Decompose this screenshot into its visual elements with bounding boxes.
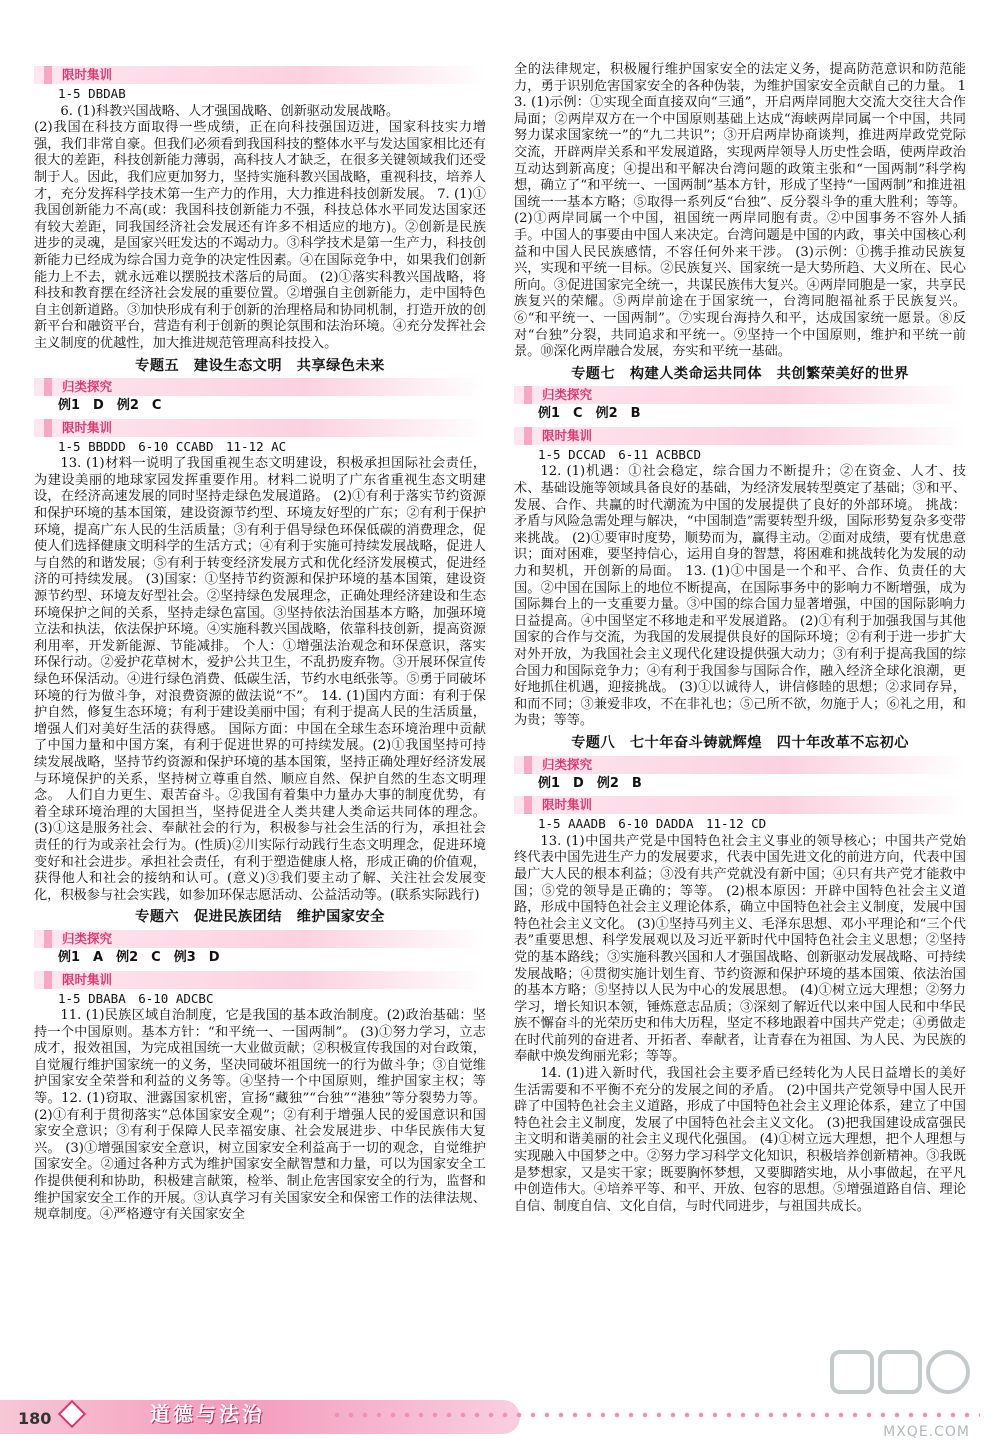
section-tag: 限时集训: [534, 796, 602, 814]
topic-heading: 专题五 建设生态文明 共享绿色未来: [135, 357, 385, 374]
section-tag-bar: [34, 66, 486, 84]
topic-heading: 专题八 七十年奋斗铸就辉煌 四十年改革不忘初心: [571, 734, 909, 751]
example-answers: 例1 D 例2 B: [538, 775, 642, 791]
section-tag: 归类探究: [534, 386, 602, 404]
section-tag-bar: [34, 419, 486, 437]
section-tag: 限时集训: [54, 971, 122, 989]
answer-paragraph: 全的法律规定，积极履行维护国家安全的法定义务，提高防范意识和防范能力，勇于识别危害国家安全的各种伪装，为维护国家安全贡献自己的力量。 13. (1)示例：①实现全面直接双向“三通”，开启两岸同胞大交流大交往大合作局面；②两岸双方在一个中国原则基础上达成“海峡两岸同属一个中国，共同努力谋求国家统一”的“九二共识”；③开启两岸协商谈判，推进两岸政党党际交流，开辟两岸关系和平发展道路，实现两岸领导人历史性会晤，使两岸政治互动达到新高度；④提出和平解决台湾问题的政策主张和“一国两制”科学构想，确立了“和平统一、一国两制”基本方针，形成了坚持“一国两制”和推进祖国统一一基本方略；⑤取得一系列反“台独”、反分裂斗争的重大胜利；等等。 (2)①两岸同属一个中国，祖国统一两岸同胞有责。②中国事务不容外人插手。中国人的事要由中国人来决定。台湾问题是中国的内政，事关中国核心利益和中国人民民族感情，不容任何外来干涉。 (3)示例：①携手推动民族复兴，实现和平统一目标。②民族复兴、国家统一是大势所趋、大义所在、民心所向。③促进国家完全统一，共谋民族伟大复兴。④两岸同胞是一家，共享民族复兴的荣耀。⑤两岸前途在于国家统一，台湾同胞福祉系于民族复兴。⑥“和平统一、一国两制”。⑦实现台海持久和平，达成国家统一愿景。⑧反对“台独”分裂，共同追求和平统一。⑨坚持一个中国原则，维护和平统一前景。⑩深化两岸融合发展，夯实和平统一基础。: [514, 62, 966, 360]
section-tag: 限时集训: [54, 419, 122, 437]
answer-paragraph: 6. (1)科教兴国战略、人才强国战略、创新驱动发展战略。: [60, 103, 400, 119]
example-answers: 例1 D 例2 C: [58, 398, 162, 414]
section-tag-bar: [514, 756, 966, 774]
section-tag: 归类探究: [534, 756, 602, 774]
answer-line: 1-5 DBABA 6-10 ADCBC: [58, 990, 214, 1006]
answer-line: 1-5 BBDDD 6-10 CCABD 11-12 AC: [58, 438, 287, 454]
watermark-text: MXQE.COM: [883, 1424, 970, 1440]
example-answers: 例1 A 例2 C 例3 D: [58, 949, 220, 965]
section-tag: 限时集训: [54, 66, 122, 84]
section-tag-bar: [34, 971, 486, 989]
answer-line: 1-5 DCCAD 6-11 ACBBCD: [538, 446, 702, 462]
answer-line: 1-5 AAADB 6-10 DADDA 11-12 CD: [538, 816, 767, 832]
right-column: [514, 62, 966, 1215]
example-answers: 例1 C 例2 B: [538, 406, 641, 422]
answer-paragraph: 14. (1)进入新时代，我国社会主要矛盾已经转化为人民日益增长的美好生活需要和不平衡不充分的发展之间的矛盾。 (2)中国共产党领导中国人民开辟了中国特色社会主义道路，形成了中国特色社会主义理论体系，建立了中国特色社会主义制度，发展了中国特色社会主义文化。 (3)把我国建设成富强民主文明和谐美丽的社会主义现代化强国。 (4)①树立远大理想，把个人理想与实现融入中国梦之中。②努力学习科学文化知识，积极培养创新精神。③我既是梦想家，又是实干家；既要胸怀梦想，又要脚踏实地，从小事做起，在平凡中创造伟大。④培养平等、和平、开放、包容的思想。⑤增强道路自信、理论自信、制度自信、文化自信，与时代同进步，与祖国共成长。: [514, 1066, 966, 1214]
section-tag-bar: [514, 386, 966, 404]
answer-paragraph: 13. (1)中国共产党是中国特色社会主义事业的领导核心；中国共产党始终代表中国先进生产力的发展要求，代表中国先进文化的前进方向，代表中国最广大人民的根本利益；③没有共产党就没有新中国；④只有共产党才能救中国；⑤党的领导是正确的；等等。 (2)根本原因：开辟中国特色社会主义道路，形成中国特色社会主义理论体系，确立中国特色社会主义制度，发展中国特色社会主义文化。 (3)①坚持马列主义、毛泽东思想、邓小平理论和“三个代表”重要思想、科学发展观以及习近平新时代中国特色社会主义思想；②坚持党的基本路线；③实施科教兴国和人才强国战略、创新驱动发展战略、可持续发展战略；④贯彻实施计划生育、节约资源和保护环境的基本国策、依法治国的基本方略；⑤坚持以人民为中心的发展思想。 (4)①树立远大理想；②努力学习，增长知识本领，锤炼意志品质；③深刻了解近代以来中国人民和中华民族不懈奋斗的光荣历史和伟大历程，坚定不移地跟着中国共产党走；④勇做走在时代前列的奋进者、开拓者、奉献者，让青春在为祖国、为人民、为民族的奉献中焕发绚丽光彩；等等。: [514, 833, 966, 1065]
answer-paragraph: (2)我国在科技方面取得一些成绩，正在向科技强国迈进，国家科技实力增强，我们非常自豪。但我们必须看到我国科技的整体水平与发达国家相比还有很大的差距，科技创新能力薄弱，高科技人才缺乏，在很多关键领域我们还受制于人。因此，我们应更加努力，坚持实施科教兴国战略，重视科技，培养人才，充分发挥科学技术第一生产力的作用，大力推进科技创新发展。 7. (1)①我国创新能力不高(或：我国科技创新能力不强，科技总体水平同发达国家还有较大差距，同我国经济社会发展还有许多不相适应的地方)。②创新是民族进步的灵魂，是国家兴旺发达的不竭动力。③科学技术是第一生产力，科技创新能力已经成为综合国力竞争的决定性因素。④在国际竞争中，如果我们创新能力上不去，就永远难以摆脱技术落后的局面。 (2)①落实科教兴国战略，将科技和教育摆在经济社会发展的重要位置。②增强自主创新能力，走中国特色自主创新道路。③加快形成有利于创新的治理格局和协同机制，打造开放的创新平台和融资平台，营造有利于创新的舆论氛围和法治环境。④充分发挥社会主义制度的优越性，加大推进规范管理高科技投入。: [34, 120, 486, 351]
topic-heading: 专题七 构建人类命运共同体 共创繁荣美好的世界: [571, 365, 909, 382]
section-tag-bar: [514, 796, 966, 814]
answer-line: 1-5 DBDAB: [58, 86, 126, 101]
page-footer: [0, 1392, 1000, 1444]
section-tag: 归类探究: [54, 930, 122, 948]
section-tag-bar: [514, 427, 966, 445]
watermark-logo-icon: [826, 1346, 976, 1418]
section-tag: 限时集训: [534, 427, 602, 445]
section-tag: 归类探究: [54, 378, 122, 396]
answer-paragraph: 13. (1)材料一说明了我国重视生态文明建设，积极承担国际社会责任，为建设美丽的地球家园发挥重要作用。材料二说明了广东省重视生态文明建设，在经济高速发展的同时坚持走绿色发展道路。 (2)①有利于落实节约资源和保护环境的基本国策，建设资源节约型、环境友好型的广东；②有利于保护环境，提高广东人民的生活质量；③有利于倡导绿色环保低碳的消费理念，促使人们选择健康文明科学的生活方式；④有利于实施可持续发展战略，促进人与自然的和谐发展；⑤有利于转变经济发展方式和优化经济发展模式，促进经济的可持续发展。 (3)国家：①坚持节约资源和保护环境的基本国策，建设资源节约型、环境友好型社会。②坚持绿色发展理念，正确处理经济建设和生态环境保护之间的关系，坚持走绿色富国。③坚持依法治国基本方略，加强环境立法和执法，依法保护环境。④实施科教兴国战略，依靠科技创新，提高资源利用率，开发新能源、节能减排。 个人：①增强法治观念和环保意识，落实环保行动。②爱护花草树木，爱护公共卫生，不乱扔废弃物。③开展环保宣传绿色环保活动。④进行绿色消费、低碳生活，节约水电纸张等。⑤勇于同破坏环境的行为做斗争，对浪费资源的做法说“不”。 14. (1)国内方面：有利于保护自然，修复生态环境；有利于建设美丽中国；有利于提高人民的生活质量，增强人们对美好生活的获得感。 国际方面：中国在全球生态环境治理中贡献了中国力量和中国方案，有利于促进世界的可持续发展。(2)①我国坚持可持续发展战略，坚持节约资源和保护环境的基本国策，坚持正确处理好经济发展与环境保护的关系，坚持树立尊重自然、顺应自然、保护自然的生态文明理念。 人们自力更生、艰苦奋斗。②我国有着集中力量办大事的制度优势，有着全球环境治理的大国担当，坚持促进全人类共建人类命运共同体的理念。(3)①这是服务社会、奉献社会的行为，积极参与社会生活的行为，承担社会责任的行为或亲社会行为。(性质)②川实际行动践行生态文明理念，促进环境变好和社会进步。承担社会责任，有利于塑造健康人格，形成正确的价值观，获得他人和社会的接纳和认可。(意义)③我们要主动了解、关注社会发展变化，积极参与社会实践，如参加环保志愿活动、公益活动等。(联系实际践行): [34, 456, 486, 903]
topic-heading: 专题六 促进民族团结 维护国家安全: [135, 909, 385, 926]
section-tag-bar: [34, 378, 486, 396]
answer-paragraph: 11. (1)民族区域自治制度，它是我国的基本政治制度。(2)政治基础：坚持一个中国原则。基本方针：“和平统一、一国两制”。 (3)①努力学习，立志成才，报效祖国，为完成祖国统一大业做贡献；②积极宣传我国的对台政策，自觉履行维护国家统一的义务，坚决同破坏祖国统一的行为做斗争；③自觉维护国家安全荣誉和利益的义务等。④坚持一个中国原则，维护国家主权；等等。12. (1)窃取、泄露国家机密，宣扬“藏独”“台独”“港独”等分裂势力等。 (2)①有利于贯彻落实“总体国家安全观”；②有利于增强人民的爱国意识和国家安全意识；③有利于保障人民幸福安康、社会发展进步、中华民族伟大复兴。 (3)①增强国家安全意识，树立国家安全利益高于一切的观念，自觉维护国家安全。②通过各种方式为维护国家安全献智慧和力量，可以为国家安全工作提供便利和协助，积极建言献策，检举、制止危害国家安全的行为，监督和维护国家安全工作的开展。③认真学习有关国家安全和保密工作的法律法规、规章制度。④严格遵守有关国家安全: [34, 1008, 486, 1223]
section-tag-bar: [34, 930, 486, 948]
subject-title: 道德与法治: [150, 1402, 265, 1426]
left-column: [34, 62, 486, 1224]
answer-paragraph: 12. (1)机遇：①社会稳定，综合国力不断提升；②在资金、人才、技术、基础设施等领域具备良好的基础，为经济发展转型奠定了基础；③和平、发展、合作、共赢的时代潮流为中国的发展提供了良好的外部环境。 挑战：矛盾与风险急需处理与解决，“中国制造”需要转型升级，国际形势复杂多变带来挑战。 (2)①要审时度势，顺势而为，赢得主动。②面对成绩，要有忧患意识；面对困难，要坚持信心，运用自身的智慧，将困难和挑战转化为发展的动力和契机，开创新的局面。 13. (1)①中国是一个和平、合作、负责任的大国。②中国在国际上的地位不断提高，在国际事务中的影响力不断增强，成为国际舞台上的一支重要力量。③中国的综合国力显著增强，中国的国际影响力日益提高。④中国坚定不移地走和平发展道路。 (2)①有利于加强我国与其他国家的合作与交流，为我国的发展提供良好的国际环境；②有利于进一步扩大对外开放，为我国社会主义现代化建设提供强大动力；③有利于提高我国的综合国力和国际竞争力；④有利于我国参与国际合作，融入经济全球化浪潮，更好地抓住机遇，迎接挑战。 (3)①以诚待人，讲信修睦的思想；②求同存异，和而不同；③兼爱非攻，不在非礼也；⑤己所不欲，勿施于人；⑥礼之用，和为贵；等等。: [514, 464, 966, 729]
page-number: 180: [18, 1409, 52, 1428]
